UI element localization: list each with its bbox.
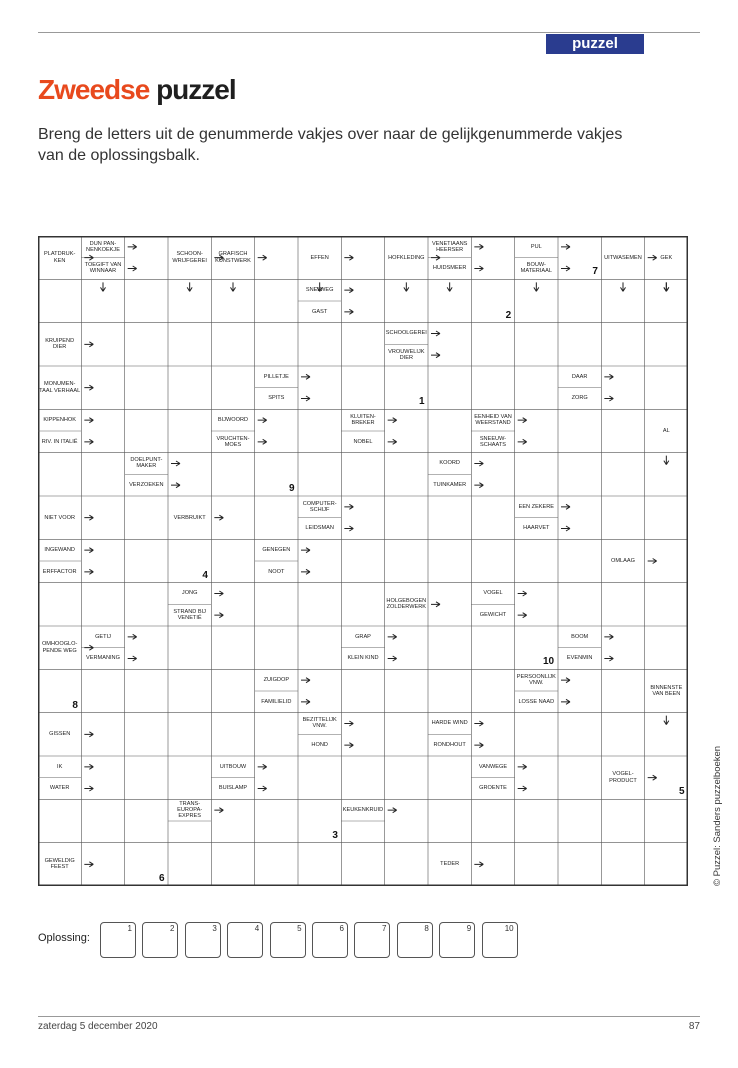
arrow-right — [518, 418, 527, 423]
grid-border — [39, 237, 688, 886]
title-part-1: Zweedse — [38, 74, 150, 105]
clue-cell: LOSSE NAAD — [518, 698, 555, 705]
clue-cell: GISSEN — [49, 731, 71, 738]
arrow-right — [474, 461, 483, 466]
clue-cell: SNELWEG — [305, 287, 334, 293]
arrow-right — [84, 862, 93, 867]
arrow-down — [664, 456, 669, 465]
arrow-right — [128, 266, 137, 271]
arrow-right — [344, 504, 353, 509]
clue-cell: TUINKAMER — [433, 482, 467, 488]
arrow-right — [388, 808, 397, 813]
clue-cell: RONDHOUT — [433, 742, 466, 748]
clue-cell: ZUIGDOP — [263, 677, 290, 683]
clue-cell: VRUCHTEN-MOES — [216, 435, 250, 448]
arrow-down — [231, 282, 236, 291]
clue-cell: GEK — [660, 254, 673, 261]
clue-cell: PLATDRUK-KEN — [44, 251, 76, 264]
cell-number: 8 — [72, 699, 78, 711]
clue-cell: GRAFISCH KUNSTWERK — [215, 251, 251, 264]
arrow-right — [474, 721, 483, 726]
arrow-right — [344, 526, 353, 531]
solution-number: 8 — [424, 924, 429, 933]
arrow-right — [128, 656, 137, 661]
clue-cell: KEUKENKRUID — [342, 807, 384, 813]
cell-number: 3 — [332, 829, 338, 841]
arrow-right — [561, 699, 570, 704]
clue-cell: VERZOEKEN — [129, 482, 164, 488]
clue-cell: VOGEL — [483, 590, 503, 597]
clue-cell: AL — [662, 427, 670, 434]
arrow-right — [258, 418, 267, 423]
arrow-right — [84, 569, 93, 574]
clue-cell: VOGEL-PRODUCT — [609, 771, 637, 784]
arrow-right — [84, 764, 93, 769]
arrow-right — [301, 396, 310, 401]
grid-lines — [38, 236, 688, 886]
clue-cell: STRAND BIJ VENETIË — [173, 608, 206, 622]
arrow-right — [344, 288, 353, 293]
page-number: 87 — [688, 1021, 700, 1032]
arrow-right — [604, 656, 613, 661]
arrow-right — [518, 786, 527, 791]
arrow-right — [84, 418, 93, 423]
solution-number: 2 — [169, 924, 175, 933]
arrow-down — [664, 716, 669, 725]
arrow-right — [388, 439, 397, 444]
cell-number: 1 — [419, 396, 425, 408]
clue-cell: GETIJ — [95, 633, 111, 640]
arrow-right — [561, 526, 570, 531]
clue-cell: DAAR — [571, 373, 588, 380]
clue-cell: SNEEUW-SCHAATS — [479, 435, 507, 448]
arrow-right — [84, 439, 93, 444]
clue-cell: GROENTE — [479, 785, 507, 792]
clue-cell: SCHOON-WRIJFGEREI — [172, 251, 207, 264]
top-rule — [38, 32, 700, 33]
arrow-right — [128, 634, 137, 639]
arrow-right — [604, 374, 613, 379]
arrow-right — [344, 743, 353, 748]
clue-cell: SCHOOLGEREI — [385, 330, 427, 337]
clue-cell: COMPUTER-SCHIJF — [302, 500, 337, 513]
arrow-right — [344, 309, 353, 314]
arrow-right — [258, 255, 267, 260]
solution-box[interactable] — [354, 922, 390, 958]
clue-cell: VANWEGE — [478, 763, 508, 770]
arrow-right — [431, 331, 440, 336]
arrow-right — [388, 634, 397, 639]
arrow-right — [518, 439, 527, 444]
clue-cell: EFFEN — [310, 254, 329, 261]
clue-cell: ZORG — [571, 395, 588, 402]
arrow-right — [214, 591, 223, 596]
clue-cell: HOLGEBOGEN ZOLDERWERK — [386, 598, 427, 611]
arrow-right — [84, 385, 93, 390]
arrow-right — [84, 732, 93, 737]
clue-cell: GEWELDIG FEEST — [44, 858, 75, 871]
clue-cell: HARDE WIND — [431, 720, 468, 727]
solution-number: 6 — [339, 924, 344, 933]
copyright: © Puzzel: Sanders puzzelboeken — [712, 745, 723, 886]
arrow-right — [431, 602, 440, 607]
clue-cell: GEWICHT — [479, 612, 507, 618]
arrow-right — [388, 418, 397, 423]
clue-cell: HUIDSMEER — [432, 265, 467, 272]
clue-cell: BUISLAMP — [218, 785, 248, 792]
clue-cell: HAARVET — [523, 525, 550, 532]
clue-cell: BINNENSTE VAN BEEN — [650, 684, 683, 697]
clue-cell: DUN PAN-NENKOEKJE — [86, 240, 120, 253]
arrow-right — [474, 266, 483, 271]
clue-cell: OMHOOGLO-PENDE WEG — [41, 641, 78, 654]
puzzle-grid[interactable] — [38, 236, 688, 886]
cell-number: 5 — [679, 786, 685, 798]
arrow-right — [561, 678, 570, 683]
clue-cell: HOND — [311, 742, 328, 748]
clue-cell: NOOT — [268, 568, 285, 575]
clue-cell: GAST — [312, 308, 328, 315]
arrow-right — [84, 515, 93, 520]
arrow-right — [561, 266, 570, 271]
arrow-right — [474, 862, 483, 867]
clue-cell: VERMANING — [86, 655, 120, 662]
cell-number: 9 — [289, 483, 295, 494]
clue-cell: NIET VOOR — [44, 514, 75, 521]
arrow-right — [171, 461, 180, 466]
arrow-right — [171, 483, 180, 488]
arrow-down — [187, 282, 192, 291]
clue-cell: BEZITTELIJK VNW. — [302, 717, 337, 730]
arrow-right — [648, 775, 657, 780]
arrow-right — [301, 699, 310, 704]
solution-label: Oplossing: — [38, 932, 90, 944]
clue-cell: KOORD — [439, 460, 460, 467]
section-tab: puzzel — [546, 34, 644, 54]
solution-box[interactable] — [227, 922, 263, 958]
clue-cell: VERBRUIKT — [173, 514, 206, 521]
clue-cell: JONG — [181, 590, 198, 597]
arrow-right — [258, 764, 267, 769]
clue-cell: DOELPUNT-MAKER — [130, 457, 163, 470]
arrow-right — [214, 808, 223, 813]
solution-number: 3 — [212, 924, 217, 933]
solution-number: 7 — [381, 924, 387, 933]
arrow-right — [561, 504, 570, 509]
arrow-right — [301, 374, 310, 379]
clue-cell: BOUW-MATERIAAL — [520, 262, 552, 275]
solution-box[interactable] — [100, 922, 136, 958]
arrow-right — [344, 255, 353, 260]
clue-cell: RIV. IN ITALIË — [41, 438, 78, 445]
clue-cell: EEN ZEKERE — [518, 503, 555, 510]
solution-box[interactable] — [397, 922, 433, 958]
arrow-down — [101, 282, 106, 291]
arrow-right — [84, 548, 93, 553]
clue-cell: PERSOONLIJK VNW. — [516, 673, 556, 687]
solution-box[interactable] — [439, 922, 475, 958]
clue-cell: ERFFACTOR — [42, 568, 77, 575]
arrow-right — [388, 656, 397, 661]
arrow-right — [604, 396, 613, 401]
arrow-right — [258, 439, 267, 444]
arrow-right — [518, 591, 527, 596]
arrow-right — [518, 764, 527, 769]
clue-cell: BIJWOORD — [217, 417, 249, 423]
clue-cell: BOOM — [571, 633, 589, 640]
page-title — [38, 74, 236, 106]
clue-cell: LEIDSMAN — [305, 525, 334, 532]
clue-cell: UITWASEMEN — [604, 254, 642, 261]
clue-cell: GRAP — [355, 633, 371, 640]
solution-box[interactable] — [185, 922, 221, 958]
arrow-right — [214, 515, 223, 520]
clue-cell: UITBOUW — [219, 763, 247, 770]
solution-box[interactable] — [270, 922, 306, 958]
cell-number: 10 — [543, 656, 555, 668]
arrow-right — [301, 569, 310, 574]
arrow-down — [534, 282, 539, 291]
clue-cell: KRUIPEND DIER — [45, 338, 75, 351]
clue-cell: GENEGEN — [262, 547, 291, 553]
cell-number: 6 — [159, 873, 165, 884]
arrow-right — [474, 483, 483, 488]
solution-box[interactable] — [312, 922, 348, 958]
clue-cell: EENHEID VAN WEERSTAND — [474, 413, 512, 427]
solution-number: 9 — [466, 924, 472, 933]
arrow-right — [214, 613, 223, 618]
title-part-2: puzzel — [156, 74, 236, 105]
clue-cell: TRANS-EUROPA-EXPRES — [177, 800, 203, 820]
cell-number: 2 — [505, 309, 512, 321]
solution-box[interactable] — [142, 922, 178, 958]
instructions: Breng de letters uit de genummerde vakjes over naar de gelijkgenummerde vakjes van de oplossingsbalk. — [38, 126, 623, 164]
clue-cell: VROUWELIJK DIER — [388, 348, 425, 362]
solution-number: 10 — [504, 924, 514, 933]
arrow-right — [604, 634, 613, 639]
clue-cell: FAMILIELID — [261, 698, 292, 705]
arrow-right — [128, 244, 137, 249]
clue-cell: KLEIN KIND — [347, 655, 379, 662]
arrow-right — [648, 559, 657, 564]
arrow-right — [344, 721, 353, 726]
clue-cell: PILLETJE — [263, 373, 289, 380]
arrow-down — [621, 282, 626, 291]
clue-cell: NOBEL — [353, 438, 373, 445]
clue-cell: PUL — [530, 243, 542, 250]
arrow-right — [301, 678, 310, 683]
cell-number: 4 — [202, 569, 208, 581]
clue-cell: KIPPENHOK — [43, 417, 76, 423]
arrow-right — [431, 353, 440, 358]
clue-cell: INGEWAND — [44, 547, 75, 553]
arrow-right — [301, 548, 310, 553]
clue-cell: TOEGIFT VAN WINNAAR — [84, 262, 122, 275]
arrow-right — [258, 786, 267, 791]
clue-cell: SPITS — [268, 395, 285, 402]
arrow-down — [447, 282, 452, 291]
clue-cell: HOFKLEDING — [388, 254, 425, 261]
solution-number: 1 — [127, 924, 132, 933]
clue-cell: OMLAAG — [611, 557, 635, 564]
arrow-down — [664, 282, 669, 291]
clue-cell: EVENMIN — [566, 655, 593, 662]
solution-number: 5 — [297, 924, 302, 933]
clue-cell: VENETIAANS HEERSER — [431, 240, 468, 253]
arrow-right — [84, 342, 93, 347]
arrow-right — [518, 613, 527, 618]
clue-cell: WATER — [49, 785, 70, 792]
clue-cell: KLUITEN-BREKER — [350, 413, 376, 427]
clue-cell: MONUMEN-TAAL VERHAAL — [39, 381, 81, 394]
arrow-right — [84, 786, 93, 791]
cell-number: 7 — [592, 266, 598, 278]
clue-cell: IK — [57, 763, 63, 770]
arrow-right — [474, 743, 483, 748]
footer-date: zaterdag 5 december 2020 — [38, 1021, 158, 1032]
arrow-right — [561, 244, 570, 249]
clue-cell: TEDER — [440, 861, 460, 868]
solution-box[interactable] — [482, 922, 518, 958]
bottom-rule — [38, 1016, 700, 1017]
arrow-right — [474, 244, 483, 249]
solution-number: 4 — [254, 924, 260, 933]
arrow-down — [404, 282, 409, 291]
